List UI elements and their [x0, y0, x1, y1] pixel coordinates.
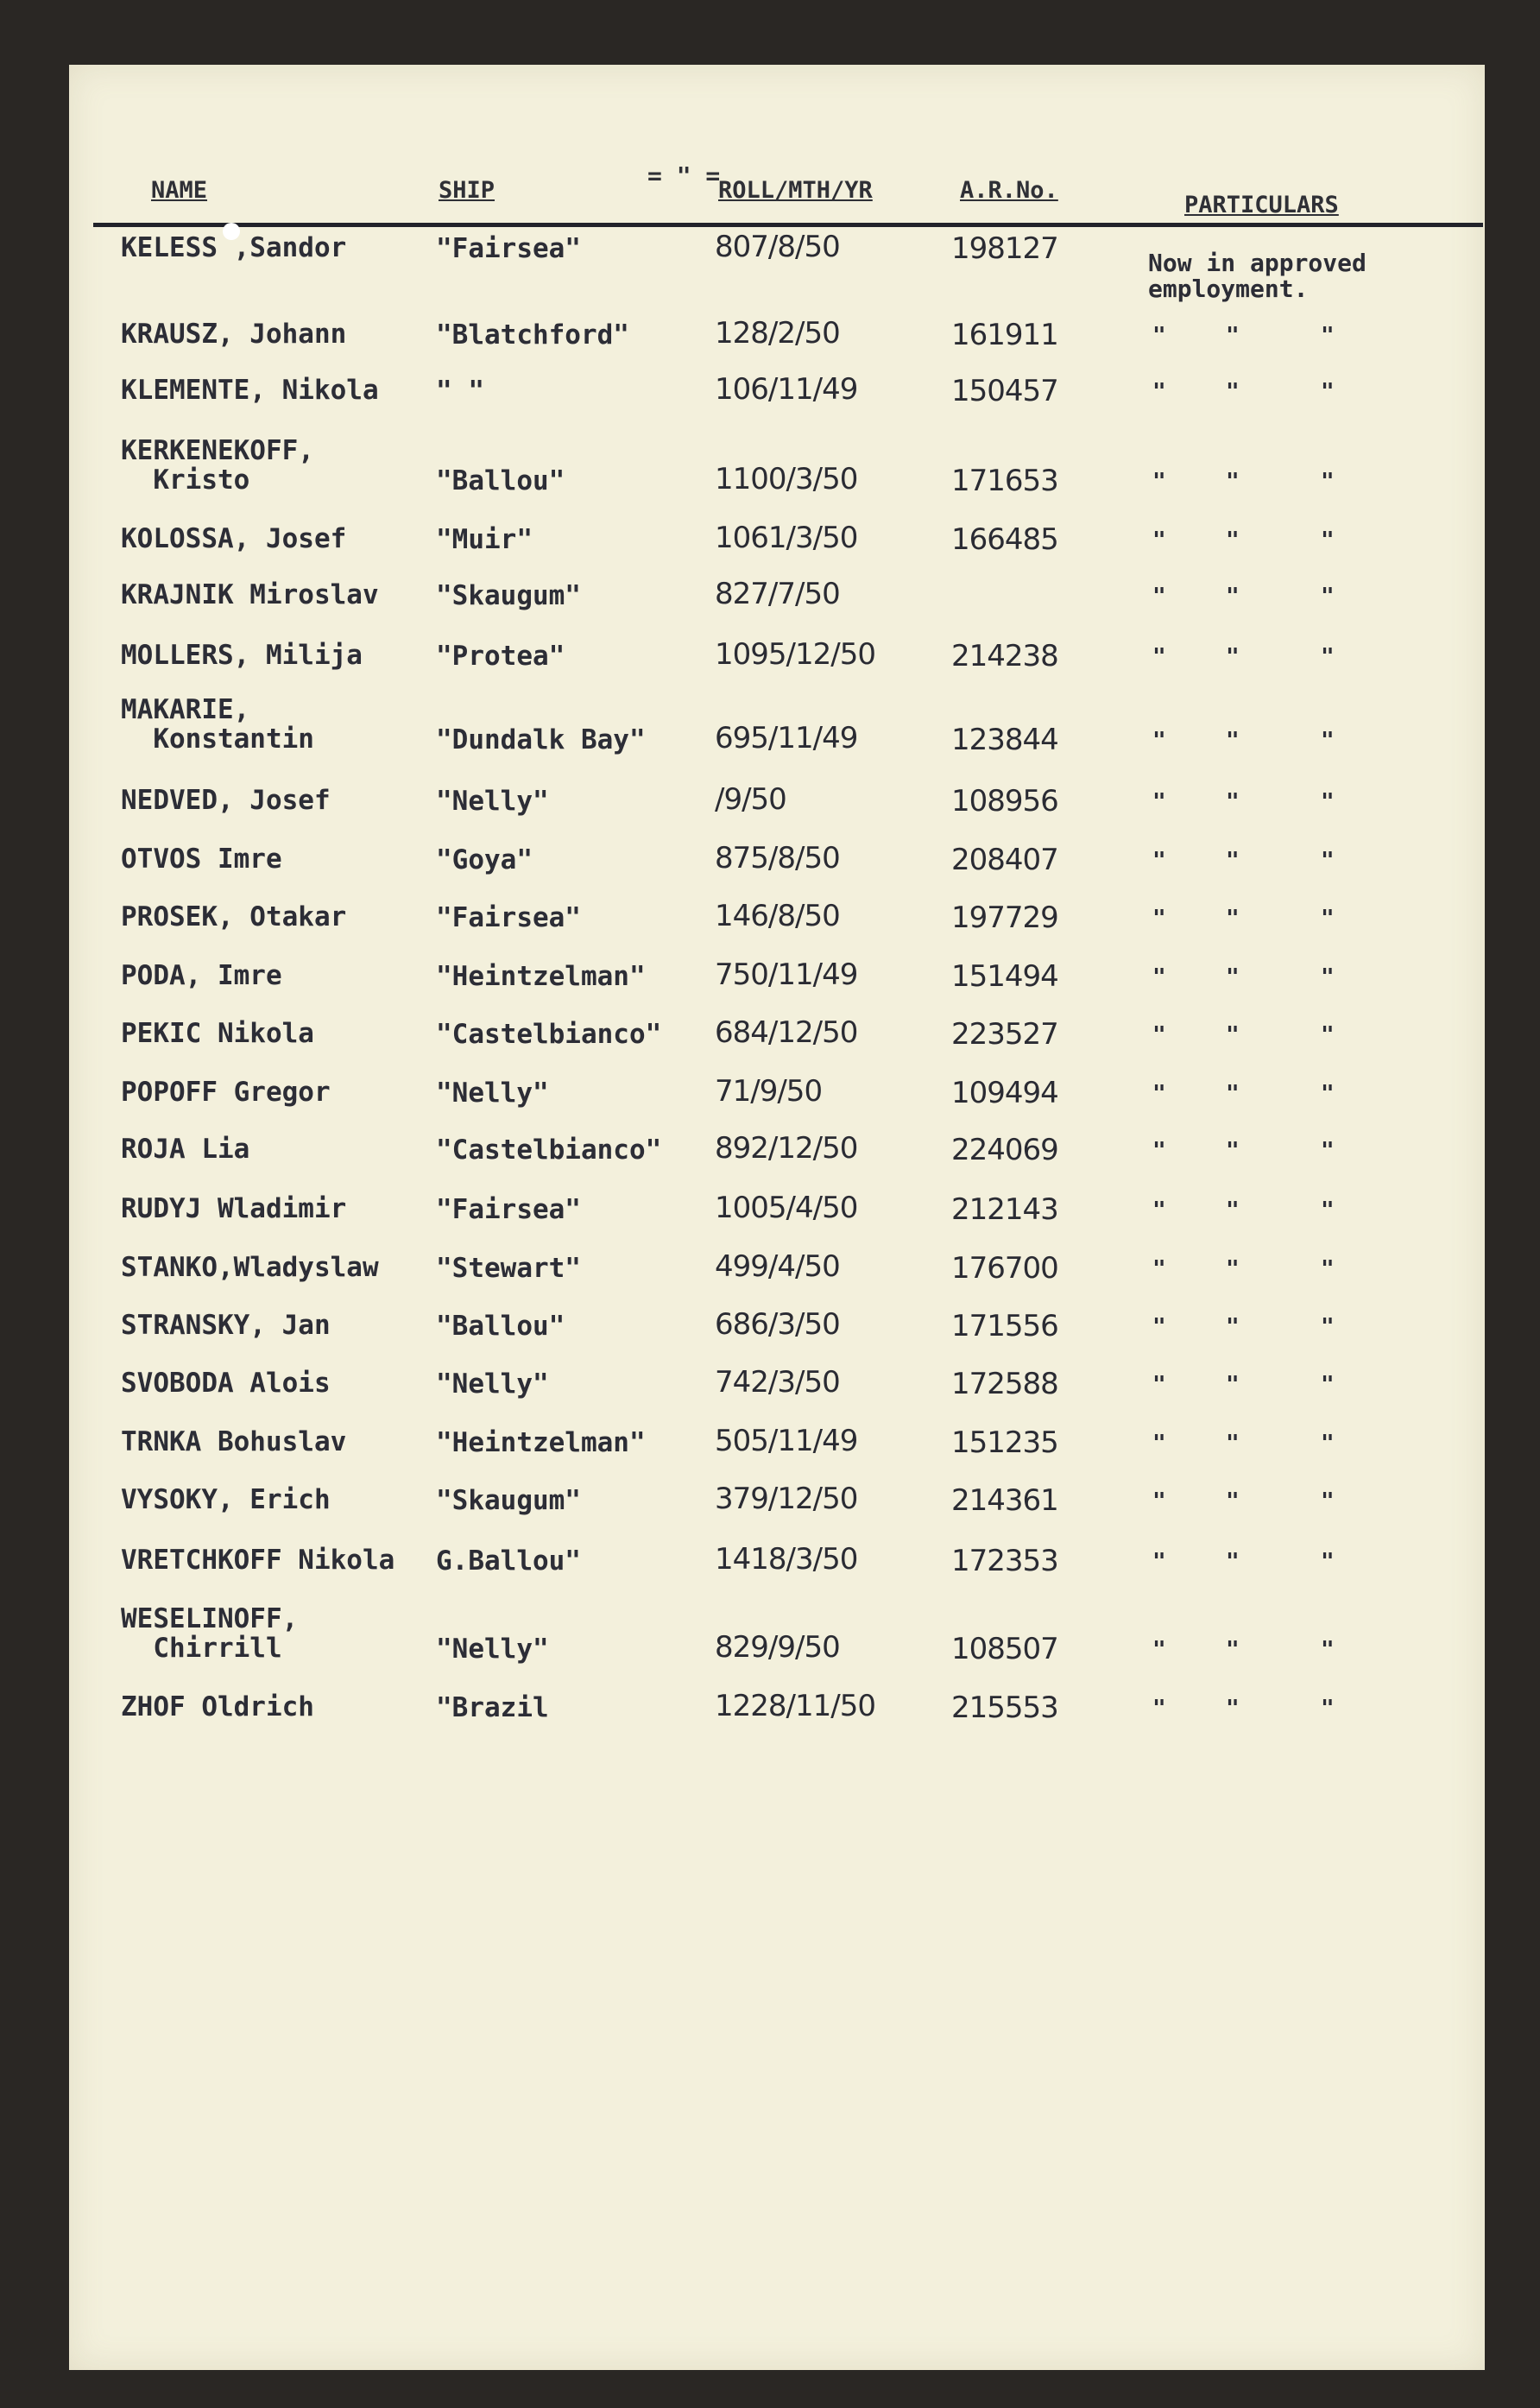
cell-particulars-ditto: " [1152, 1081, 1166, 1107]
cell-particulars-ditto: " [1321, 1314, 1335, 1340]
header-particulars: PARTICULARS [1184, 192, 1339, 218]
cell-ar-no: 172353 [951, 1544, 1058, 1578]
cell-name: PEKIC Nikola [121, 1018, 314, 1049]
cell-particulars-ditto: " [1321, 379, 1335, 405]
cell-particulars-ditto: " [1321, 906, 1335, 932]
cell-particulars-ditto: " [1321, 964, 1335, 990]
cell-ship: "Goya" [436, 844, 533, 875]
cell-ship: "Fairsea" [436, 1194, 581, 1225]
cell-ship: "Ballou" [436, 465, 565, 496]
cell-name: POPOFF Gregor [121, 1077, 331, 1108]
cell-roll: 875/8/50 [715, 841, 840, 875]
cell-ship: G.Ballou" [436, 1545, 581, 1577]
cell-name: NEDVED, Josef [121, 785, 331, 816]
cell-name: KERKENEKOFF, Kristo [121, 435, 314, 496]
cell-ar-no: 109494 [951, 1076, 1058, 1110]
cell-particulars-ditto: " [1152, 1022, 1166, 1048]
cell-ship: "Castelbianco" [436, 1019, 662, 1050]
cell-particulars-ditto: " [1226, 1198, 1240, 1223]
header-name: NAME [151, 177, 208, 204]
cell-particulars-ditto: " [1321, 584, 1335, 610]
cell-name: MAKARIE, Konstantin [121, 694, 314, 755]
cell-ship: "Nelly" [436, 1078, 549, 1109]
cell-ship: "Nelly" [436, 1634, 549, 1665]
cell-roll: 379/12/50 [715, 1482, 858, 1516]
header-ship: SHIP [439, 177, 495, 204]
cell-ar-no: 108956 [951, 784, 1058, 818]
cell-particulars-ditto: " [1226, 1138, 1240, 1164]
cell-ar-no: 150457 [951, 374, 1058, 408]
cell-particulars-ditto: " [1152, 1696, 1166, 1722]
cell-name: KLEMENTE, Nikola [121, 375, 379, 406]
cell-particulars-ditto: " [1226, 323, 1240, 349]
cell-particulars-ditto: " [1152, 469, 1166, 495]
cell-particulars-ditto: " [1226, 379, 1240, 405]
cell-particulars-ditto: " [1152, 644, 1166, 670]
header-ditto-mark: = " = [647, 161, 721, 190]
cell-particulars-ditto: " [1152, 1549, 1166, 1575]
cell-roll: 1228/11/50 [715, 1689, 875, 1723]
cell-particulars-ditto: " [1321, 848, 1335, 874]
cell-ar-no: 171653 [951, 464, 1058, 498]
cell-roll: 71/9/50 [715, 1074, 823, 1109]
cell-name: WESELINOFF, Chirrill [121, 1603, 299, 1664]
cell-particulars-ditto: " [1226, 644, 1240, 670]
cell-name: KOLOSSA, Josef [121, 523, 347, 554]
cell-roll: 807/8/50 [715, 230, 840, 264]
cell-particulars-ditto: " [1226, 584, 1240, 610]
cell-roll: 1100/3/50 [715, 462, 858, 496]
header-ar-no: A.R.No. [960, 177, 1058, 204]
cell-name: ZHOF Oldrich [121, 1691, 314, 1722]
cell-ship: "Blatchford" [436, 319, 629, 351]
cell-ar-no: 223527 [951, 1017, 1058, 1052]
cell-particulars-ditto: " [1321, 1372, 1335, 1398]
cell-name: TRNKA Bohuslav [121, 1426, 347, 1457]
cell-particulars-ditto: " [1321, 1431, 1335, 1457]
cell-name: MOLLERS, Milija [121, 640, 363, 671]
cell-name: ROJA Lia [121, 1134, 250, 1165]
cell-ship: "Ballou" [436, 1311, 565, 1342]
cell-particulars-ditto: " [1152, 1637, 1166, 1663]
cell-name: PROSEK, Otakar [121, 901, 347, 932]
cell-name: RUDYJ Wladimir [121, 1193, 347, 1224]
cell-roll: 695/11/49 [715, 721, 858, 755]
cell-particulars-ditto: " [1226, 1314, 1240, 1340]
cell-particulars-ditto: " [1321, 1022, 1335, 1048]
cell-particulars-ditto: " [1152, 1488, 1166, 1514]
cell-particulars-ditto: " [1152, 1256, 1166, 1282]
header-rule [93, 223, 1483, 227]
cell-ship: "Skaugum" [436, 1485, 581, 1516]
cell-name: STRANSKY, Jan [121, 1310, 331, 1341]
cell-particulars-ditto: " [1226, 848, 1240, 874]
cell-ar-no: 166485 [951, 522, 1058, 557]
cell-roll: 1095/12/50 [715, 637, 875, 672]
cell-roll: 684/12/50 [715, 1015, 858, 1050]
cell-name: SVOBODA Alois [121, 1368, 331, 1399]
cell-particulars-ditto: " [1321, 528, 1335, 553]
header-roll: ROLL/MTH/YR [718, 177, 873, 204]
cell-particulars-ditto: " [1226, 469, 1240, 495]
cell-roll: 1061/3/50 [715, 521, 858, 555]
cell-ar-no: 151235 [951, 1425, 1058, 1460]
cell-particulars-ditto: " [1152, 964, 1166, 990]
cell-ar-no: 161911 [951, 318, 1058, 352]
cell-particulars-ditto: " [1152, 1198, 1166, 1223]
cell-name: VYSOKY, Erich [121, 1484, 331, 1515]
cell-ship: "Fairsea" [436, 233, 581, 264]
cell-ship: "Protea" [436, 641, 565, 672]
cell-ship: "Dundalk Bay" [436, 724, 646, 755]
cell-particulars-ditto: " [1226, 789, 1240, 815]
cell-particulars-ditto: " [1152, 906, 1166, 932]
cell-particulars-ditto: " [1226, 1256, 1240, 1282]
cell-particulars-ditto: " [1226, 1431, 1240, 1457]
cell-ar-no: 212143 [951, 1192, 1058, 1227]
cell-particulars-ditto: " [1226, 1488, 1240, 1514]
cell-particulars-ditto: " [1321, 789, 1335, 815]
cell-name: PODA, Imre [121, 960, 282, 991]
cell-particulars-ditto: " [1226, 528, 1240, 553]
cell-roll: /9/50 [715, 782, 786, 817]
cell-particulars-ditto: " [1226, 964, 1240, 990]
cell-particulars-ditto: " [1321, 644, 1335, 670]
cell-particulars-ditto: " [1152, 379, 1166, 405]
cell-particulars: Now in approved employment. [1148, 249, 1366, 303]
cell-roll: 499/4/50 [715, 1249, 840, 1284]
cell-ar-no: 198127 [951, 231, 1058, 266]
cell-roll: 1418/3/50 [715, 1542, 858, 1577]
cell-name: VRETCHKOFF Nikola [121, 1545, 395, 1576]
cell-ship: "Stewart" [436, 1253, 581, 1284]
cell-roll: 146/8/50 [715, 899, 840, 933]
cell-particulars-ditto: " [1152, 728, 1166, 754]
cell-particulars-ditto: " [1152, 584, 1166, 610]
cell-name: STANKO,Wladyslaw [121, 1252, 379, 1283]
cell-roll: 106/11/49 [715, 372, 858, 407]
cell-ship: "Skaugum" [436, 580, 581, 611]
cell-roll: 686/3/50 [715, 1307, 840, 1342]
cell-roll: 750/11/49 [715, 958, 858, 992]
cell-ship: "Fairsea" [436, 902, 581, 933]
cell-ar-no: 208407 [951, 843, 1058, 877]
cell-particulars-ditto: " [1152, 1314, 1166, 1340]
cell-ar-no: 224069 [951, 1133, 1058, 1167]
cell-ship: "Castelbianco" [436, 1134, 662, 1166]
cell-particulars-ditto: " [1321, 728, 1335, 754]
cell-ship: " " [436, 376, 484, 407]
cell-roll: 892/12/50 [715, 1131, 858, 1166]
cell-particulars-ditto: " [1321, 1637, 1335, 1663]
cell-ar-no: 123844 [951, 723, 1058, 757]
cell-ar-no: 151494 [951, 959, 1058, 994]
cell-roll: 1005/4/50 [715, 1191, 858, 1225]
cell-ship: "Heintzelman" [436, 961, 646, 992]
cell-ship: "Heintzelman" [436, 1427, 646, 1458]
cell-ar-no: 176700 [951, 1251, 1058, 1286]
cell-particulars-ditto: " [1226, 1372, 1240, 1398]
cell-particulars-ditto: " [1152, 1431, 1166, 1457]
cell-ship: "Nelly" [436, 1368, 549, 1400]
cell-particulars-ditto: " [1321, 469, 1335, 495]
cell-particulars-ditto: " [1321, 1488, 1335, 1514]
cell-roll: 827/7/50 [715, 577, 840, 611]
cell-ar-no: 215553 [951, 1691, 1058, 1725]
cell-ar-no: 214361 [951, 1483, 1058, 1518]
cell-particulars-ditto: " [1321, 323, 1335, 349]
cell-roll: 128/2/50 [715, 316, 840, 351]
cell-ship: "Muir" [436, 524, 533, 555]
cell-ar-no: 197729 [951, 901, 1058, 935]
cell-roll: 829/9/50 [715, 1630, 840, 1665]
cell-particulars-ditto: " [1152, 528, 1166, 553]
cell-roll: 742/3/50 [715, 1365, 840, 1400]
cell-roll: 505/11/49 [715, 1424, 858, 1458]
cell-particulars-ditto: " [1226, 728, 1240, 754]
cell-particulars-ditto: " [1226, 906, 1240, 932]
cell-name: KRAUSZ, Johann [121, 319, 347, 350]
cell-ship: "Brazil [436, 1692, 549, 1723]
cell-particulars-ditto: " [1152, 323, 1166, 349]
cell-name: KRAJNIK Miroslav [121, 579, 379, 610]
cell-ar-no: 214238 [951, 639, 1058, 673]
cell-particulars-ditto: " [1321, 1198, 1335, 1223]
cell-ar-no: 172588 [951, 1367, 1058, 1401]
cell-name: OTVOS Imre [121, 844, 282, 875]
cell-particulars-ditto: " [1152, 1372, 1166, 1398]
cell-particulars-ditto: " [1152, 848, 1166, 874]
cell-particulars-ditto: " [1321, 1081, 1335, 1107]
cell-particulars-ditto: " [1321, 1549, 1335, 1575]
cell-particulars-ditto: " [1152, 1138, 1166, 1164]
cell-particulars-ditto: " [1226, 1696, 1240, 1722]
cell-particulars-ditto: " [1152, 789, 1166, 815]
cell-particulars-ditto: " [1226, 1549, 1240, 1575]
cell-particulars-ditto: " [1226, 1022, 1240, 1048]
cell-particulars-ditto: " [1321, 1696, 1335, 1722]
cell-particulars-ditto: " [1226, 1081, 1240, 1107]
cell-ar-no: 108507 [951, 1632, 1058, 1666]
cell-particulars-ditto: " [1321, 1138, 1335, 1164]
cell-particulars-ditto: " [1321, 1256, 1335, 1282]
cell-ar-no: 171556 [951, 1309, 1058, 1343]
cell-particulars-ditto: " [1226, 1637, 1240, 1663]
cell-name: KELESS ,Sandor [121, 232, 347, 263]
cell-ship: "Nelly" [436, 786, 549, 817]
